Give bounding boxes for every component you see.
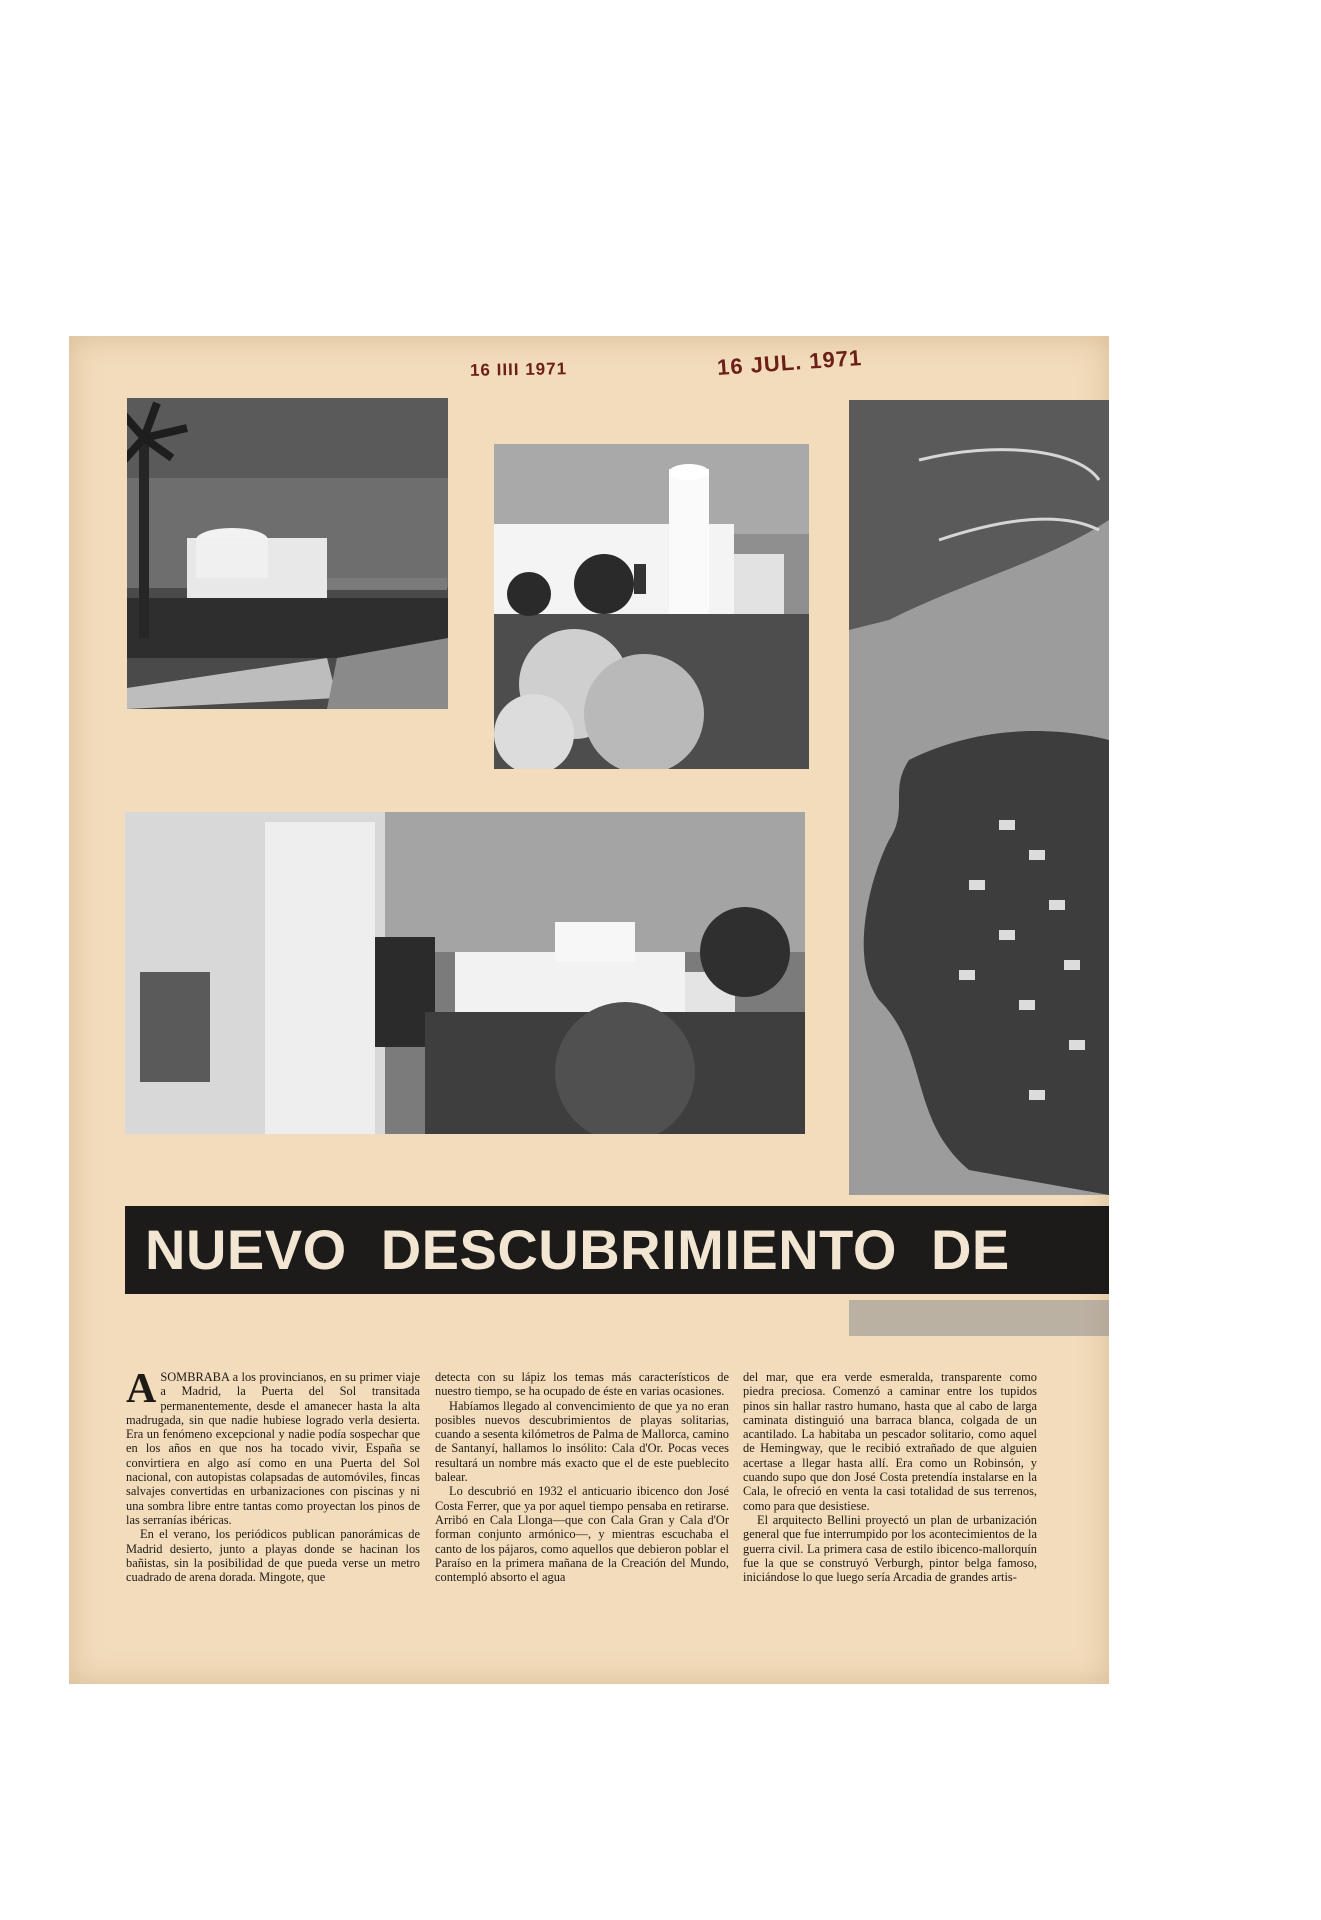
- date-stamp-left: 16 IIII 1971: [469, 359, 568, 380]
- paragraph: detecta con su lápiz los temas más característicos de nuestro tiempo, se ha ocupado de éste en varias ocasiones.: [435, 1370, 729, 1399]
- photo-white-tower-house: [494, 444, 809, 769]
- article-column-1: [126, 1366, 420, 1585]
- photo-white-houses-panorama: [125, 812, 805, 1134]
- article-column-3: [743, 1370, 1037, 1584]
- dropcap: A: [126, 1366, 157, 1412]
- photo-villa-palm: [127, 398, 448, 709]
- headline: NUEVO DESCUBRIMIENTO DE: [125, 1206, 1109, 1294]
- date-stamp-right: 16 JUL. 1971: [716, 344, 863, 381]
- photo-aerial-coast: [849, 400, 1109, 1195]
- paragraph: Habíamos llegado al convencimiento de que ya no eran posibles nuevos descubrimientos de playas solitarias, cuando a sesenta kilómetros de Palma de Mallorca, camino de Santanyí, hallamos lo insólito: Cala d'Or. Pocas veces resultará un nombre más exacto que el de este pueblecito balear.: [435, 1398, 729, 1485]
- article-column-2: [435, 1370, 729, 1584]
- paragraph: Lo descubrió en 1932 el anticuario ibicenco don José Costa Ferrer, que ya por aquel tiempo pensaba en retirarse. Arribó en Cala Llonga—que con Cala Gran y Cala d'Or forman conjunto armónico—, y mientras escuchaba el canto de los pájaros, como aquellos que debieron poblar el Paraíso en la primera mañana de la Creación del Mundo, contempló absorto el agua: [435, 1484, 729, 1585]
- paragraph: SOMBRABA a los provincianos, en su primer viaje a Madrid, la Puerta del Sol transitada permanentemente, desde el amanecer hasta la alta madrugada, sin que nadie hubiese logrado verla desierta. Era un fenómeno excepcional y nadie podía sospechar que en los años en que nos ha tocado vivir, España se convirtiera en algo así como en una Puerta del Sol nacional, con autopistas colapsadas de automóviles, fincas salvajes convertidas en urbanizaciones con piscinas y ni una sombra libre entre tantas como proyectan los pinos de las serranías ibéricas.: [126, 1370, 420, 1527]
- paragraph: del mar, que era verde esmeralda, transparente como piedra preciosa. Comenzó a caminar entre los tupidos pinos sin hallar rastro humano, hasta que al cabo de larga caminata distinguió una barraca blanca, colgada de un acantilado. La habitaba un pescador solitario, como aquel de Hemingway, que le recibió extrañado de que alguien acertase a llegar hasta allí. Era como un Robinsón, y cuando supo que don José Costa pretendía instalarse en la Cala, le ofreció en venta la casi totalidad de sus terrenos, como para que desistiese.: [743, 1370, 1037, 1513]
- newspaper-clipping: [69, 336, 1109, 1684]
- paragraph: El arquitecto Bellini proyectó un plan de urbanización general que fue interrumpido por los acontecimientos de la guerra civil. La primera casa de estilo ibicenco-mallorquín fue la que se construyó Verburgh, pintor belga famoso, iniciándose lo que luego sería Arcadia de grandes artis-: [743, 1512, 1037, 1585]
- photo-aerial-coast-strip: [849, 1300, 1109, 1336]
- paragraph: En el verano, los periódicos publican panorámicas de Madrid desierto, junto a playas donde se hacinan los bañistas, sin la posibilidad de que pueda verse un metro cuadrado de arena dorada. Mingote, que: [126, 1527, 420, 1585]
